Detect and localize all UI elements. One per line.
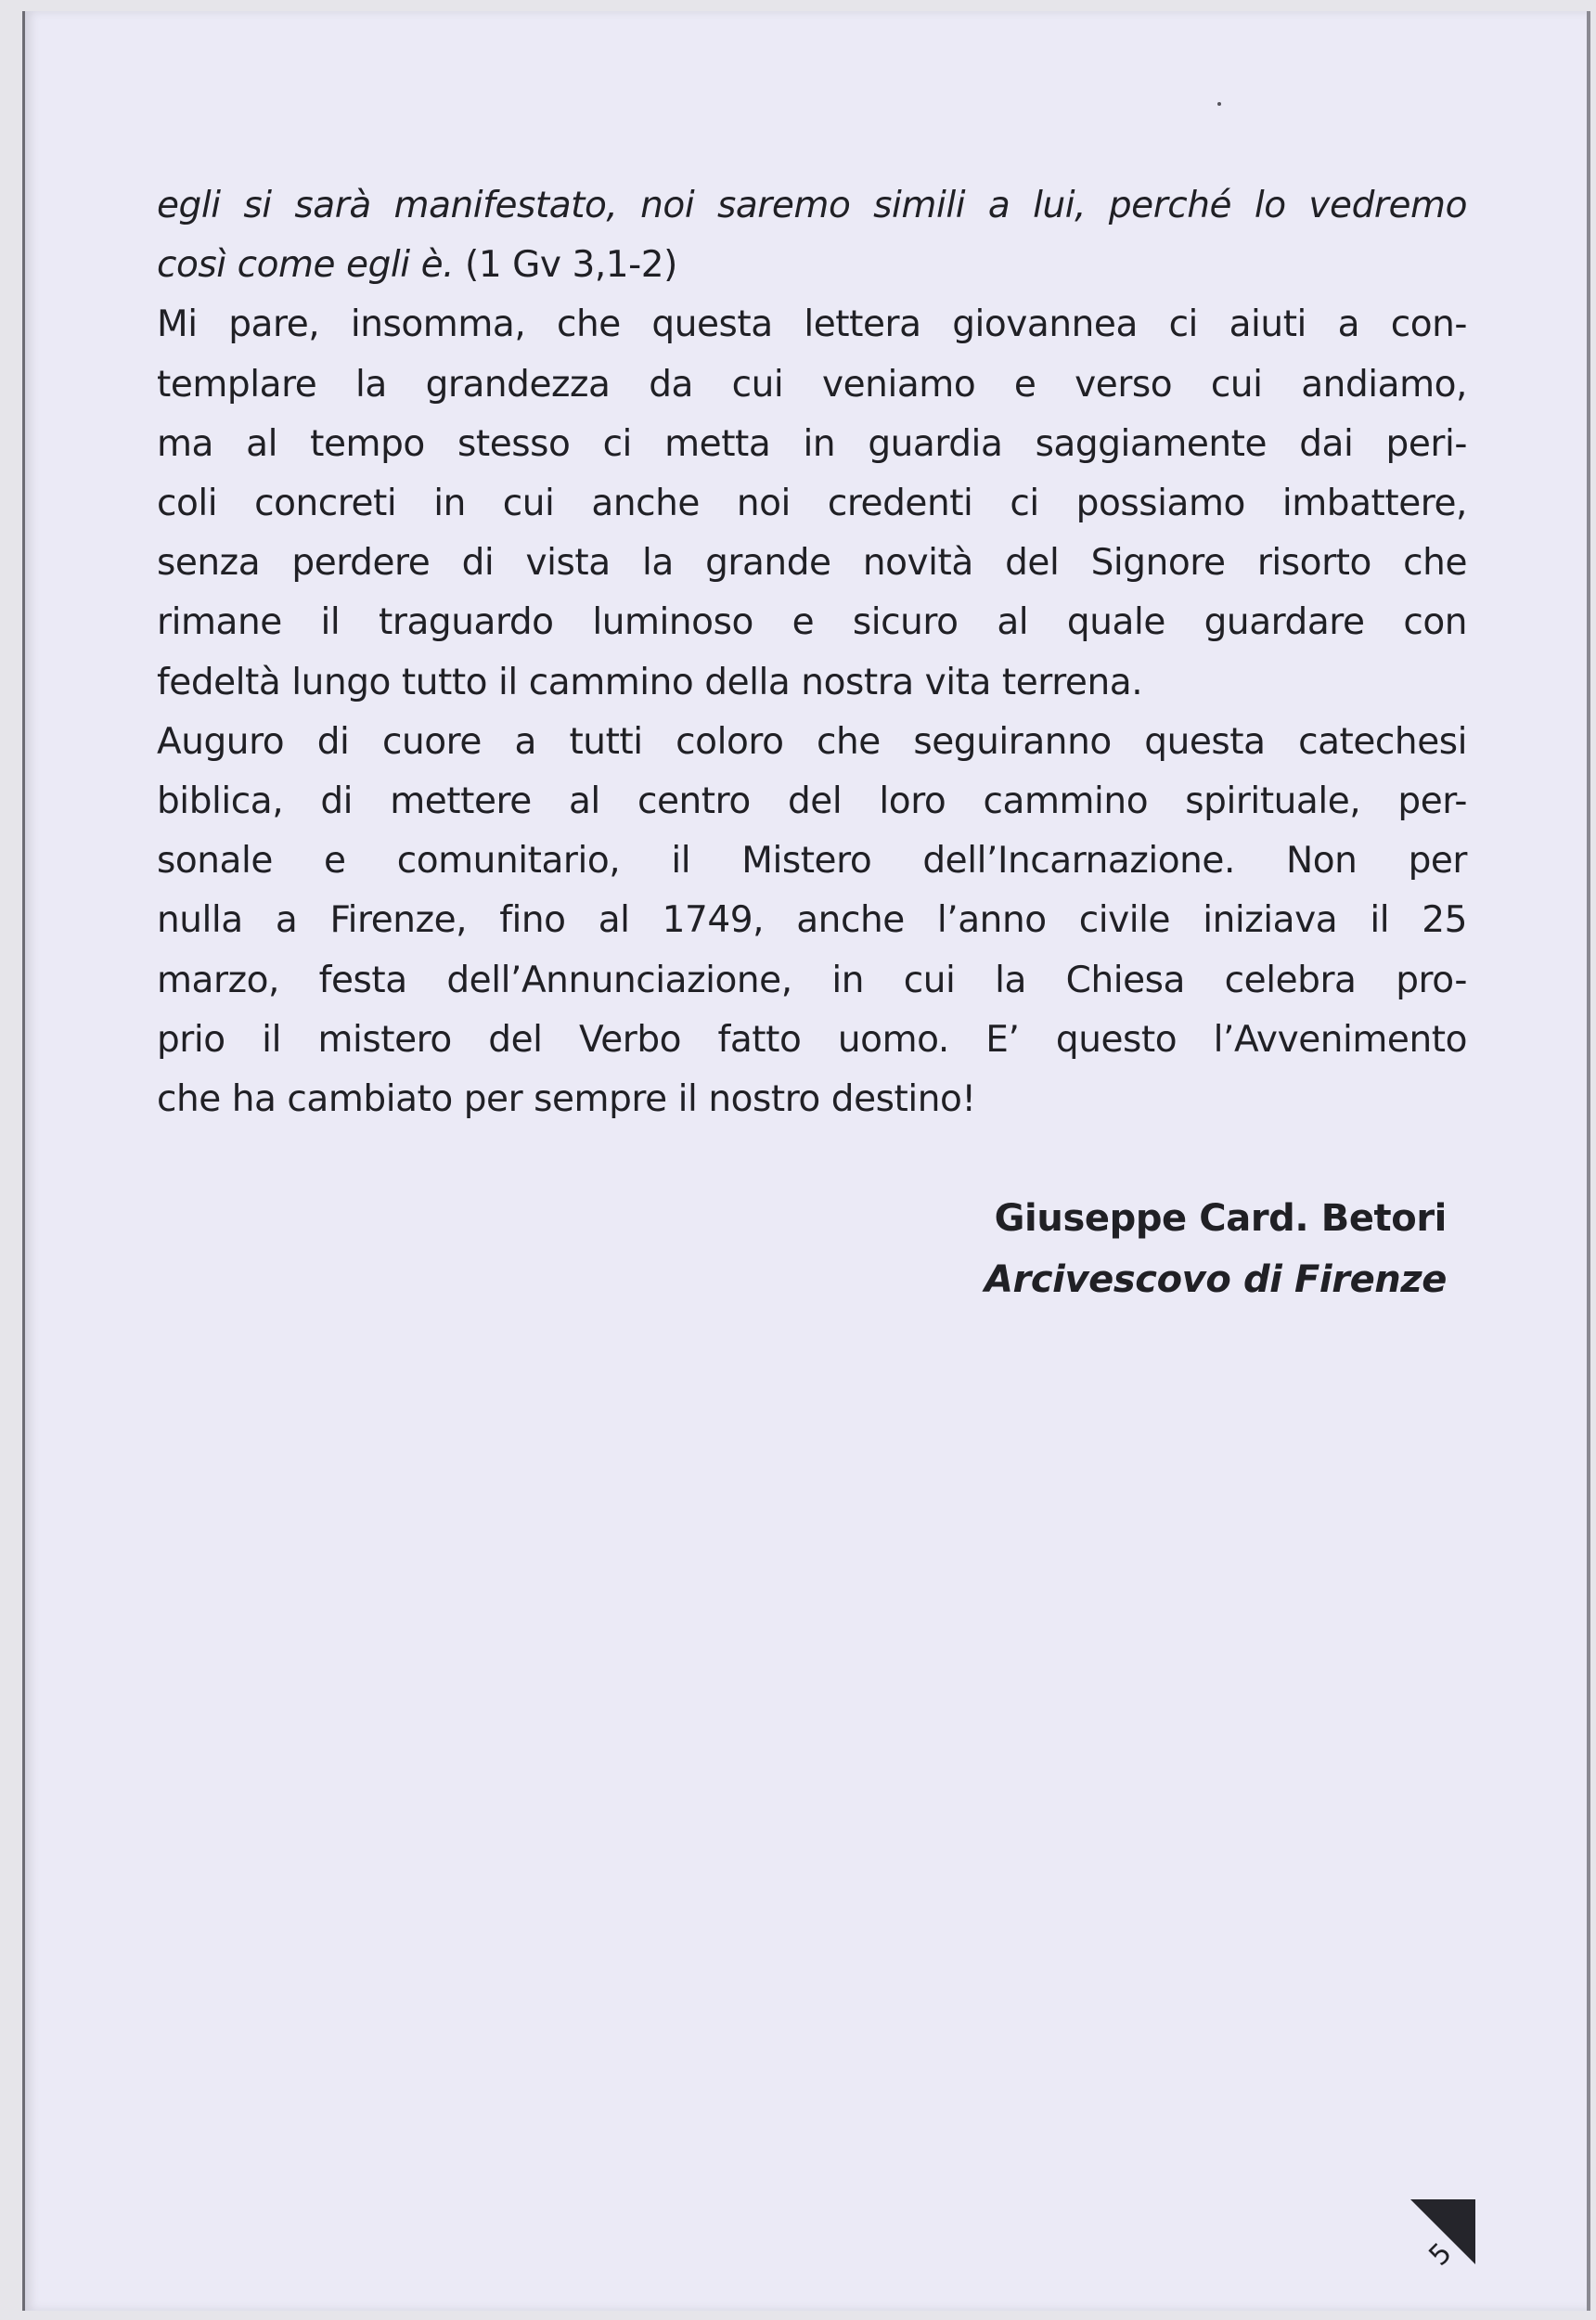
body-line-14: marzo, festa dell’Annunciazione, in cui la Chiesa celebra pro- bbox=[157, 959, 1467, 1001]
paper-speck bbox=[1217, 102, 1221, 106]
body-line-13: nulla a Firenze, fino al 1749, anche l’anno civile iniziava il 25 bbox=[157, 899, 1467, 942]
body-line-10: Auguro di cuore a tutti coloro che seguiranno questa catechesi bbox=[157, 720, 1467, 763]
body-line-3: Mi pare, insomma, che questa lettera giovannea ci aiuti a con- bbox=[157, 303, 1467, 346]
body-line-1: egli si sarà manifestato, noi saremo simili a lui, perché lo vedremo bbox=[157, 185, 1467, 226]
scripture-reference: (1 Gv 3,1-2) bbox=[454, 244, 677, 287]
body-line-2 bbox=[157, 236, 1467, 295]
body-line-16: che ha cambiato per sempre il nostro destino! bbox=[157, 1078, 976, 1121]
scripture-quote-end: così come egli è. bbox=[157, 244, 455, 287]
page-edge-shadow bbox=[1587, 11, 1590, 2311]
body-text bbox=[157, 176, 1467, 1129]
body-line-5: ma al tempo stesso ci metta in guardia saggiamente dai peri- bbox=[157, 422, 1467, 465]
body-line-9: fedeltà lungo tutto il cammino della nostra vita terrena. bbox=[157, 661, 1143, 703]
body-line-11: biblica, di mettere al centro del loro cammino spirituale, per- bbox=[157, 780, 1467, 823]
page-number: 5 bbox=[1422, 2236, 1459, 2273]
document-page bbox=[22, 11, 1590, 2311]
body-line-15: prio il mistero del Verbo fatto uomo. E’ questo l’Avvenimento bbox=[157, 1018, 1467, 1061]
signature-name: Giuseppe Card. Betori bbox=[994, 1197, 1447, 1240]
body-line-8: rimane il traguardo luminoso e sicuro al quale guardare con bbox=[157, 601, 1467, 644]
body-line-12: sonale e comunitario, il Mistero dell’Incarnazione. Non per bbox=[157, 840, 1467, 883]
signature-block bbox=[985, 1188, 1447, 1310]
body-line-6: coli concreti in cui anche noi credenti ci possiamo imbattere, bbox=[157, 483, 1467, 525]
signature-title: Arcivescovo di Firenze bbox=[984, 1258, 1447, 1301]
body-line-4: templare la grandezza da cui veniamo e verso cui andiamo, bbox=[157, 363, 1467, 406]
body-line-7: senza perdere di vista la grande novità del Signore risorto che bbox=[157, 542, 1467, 585]
